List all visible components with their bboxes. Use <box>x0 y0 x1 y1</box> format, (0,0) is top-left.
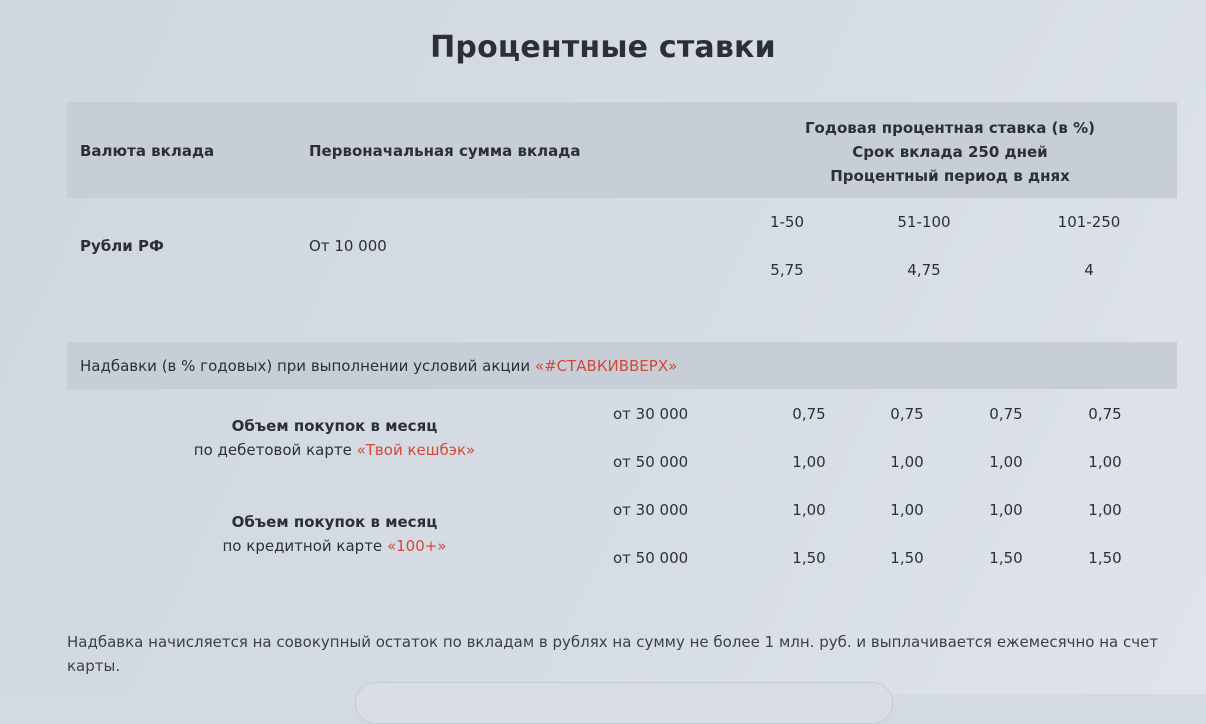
group-label-prefix: по кредитной карте <box>222 537 387 555</box>
bonus-table <box>67 389 1177 589</box>
header-initial-amount: Первоначальная сумма вклада <box>309 142 581 160</box>
bonus-value: 1,00 <box>989 501 1023 519</box>
group-label-line <box>177 438 492 462</box>
header-term-line: Срок вклада 250 дней <box>852 143 1048 161</box>
bonus-value: 0,75 <box>989 405 1023 423</box>
bonus-header-prefix: Надбавки (в % годовых) при выполнении условий акции <box>80 357 535 375</box>
header-period-line: Процентный период в днях <box>830 167 1070 185</box>
rate-value: 4 <box>1084 261 1094 279</box>
period-label: 101-250 <box>1057 213 1121 231</box>
period-label: 51-100 <box>897 213 951 231</box>
group-label-line <box>177 534 492 558</box>
bonus-value: 1,00 <box>792 501 826 519</box>
page-title: Процентные ставки <box>430 30 776 65</box>
bonus-threshold: от 50 000 <box>613 549 689 567</box>
bonus-value: 1,00 <box>1088 501 1122 519</box>
debit-card-group-label <box>177 414 492 462</box>
bonus-value: 1,50 <box>989 549 1023 567</box>
header-rate-line: Годовая процентная ставка (в %) <box>804 119 1096 137</box>
bonus-value: 1,00 <box>890 501 924 519</box>
rate-value: 5,75 <box>770 261 804 279</box>
credit-card-group-label <box>177 510 492 558</box>
group-label-line: Объем покупок в месяц <box>231 417 438 435</box>
bonus-value: 0,75 <box>890 405 924 423</box>
bonus-value: 0,75 <box>792 405 826 423</box>
row-amount: От 10 000 <box>309 237 387 255</box>
promo-name: «#СТАВКИВВЕРХ» <box>534 357 678 375</box>
bonus-threshold: от 50 000 <box>613 453 689 471</box>
bottom-button[interactable] <box>355 682 893 724</box>
header-currency: Валюта вклада <box>80 142 215 160</box>
bonus-value: 1,50 <box>1088 549 1122 567</box>
bonus-header <box>67 342 1177 389</box>
rate-value: 4,75 <box>907 261 941 279</box>
bonus-value: 1,00 <box>792 453 826 471</box>
bonus-threshold: от 30 000 <box>613 501 689 519</box>
row-currency: Рубли РФ <box>80 237 164 255</box>
group-label-prefix: по дебетовой карте <box>193 441 357 459</box>
bonus-value: 1,00 <box>890 453 924 471</box>
debit-card-name: «Твой кешбэк» <box>356 441 476 459</box>
bonus-value: 1,00 <box>989 453 1023 471</box>
credit-card-name: «100+» <box>386 537 447 555</box>
rates-table-row <box>67 198 1177 342</box>
footnote: Надбавка начисляется на совокупный остаток по вкладам в рублях на сумму не более 1 млн. руб. и выплачивается ежемесячно на счет карты. <box>67 633 1159 675</box>
header-annual-rate <box>777 116 1123 188</box>
period-label: 1-50 <box>769 213 805 231</box>
bonus-value: 1,50 <box>792 549 826 567</box>
bonus-value: 0,75 <box>1088 405 1122 423</box>
rates-table-header <box>67 102 1177 198</box>
group-label-line: Объем покупок в месяц <box>231 513 438 531</box>
bonus-value: 1,50 <box>890 549 924 567</box>
bonus-threshold: от 30 000 <box>613 405 689 423</box>
bonus-value: 1,00 <box>1088 453 1122 471</box>
bonus-header-text <box>80 357 677 375</box>
